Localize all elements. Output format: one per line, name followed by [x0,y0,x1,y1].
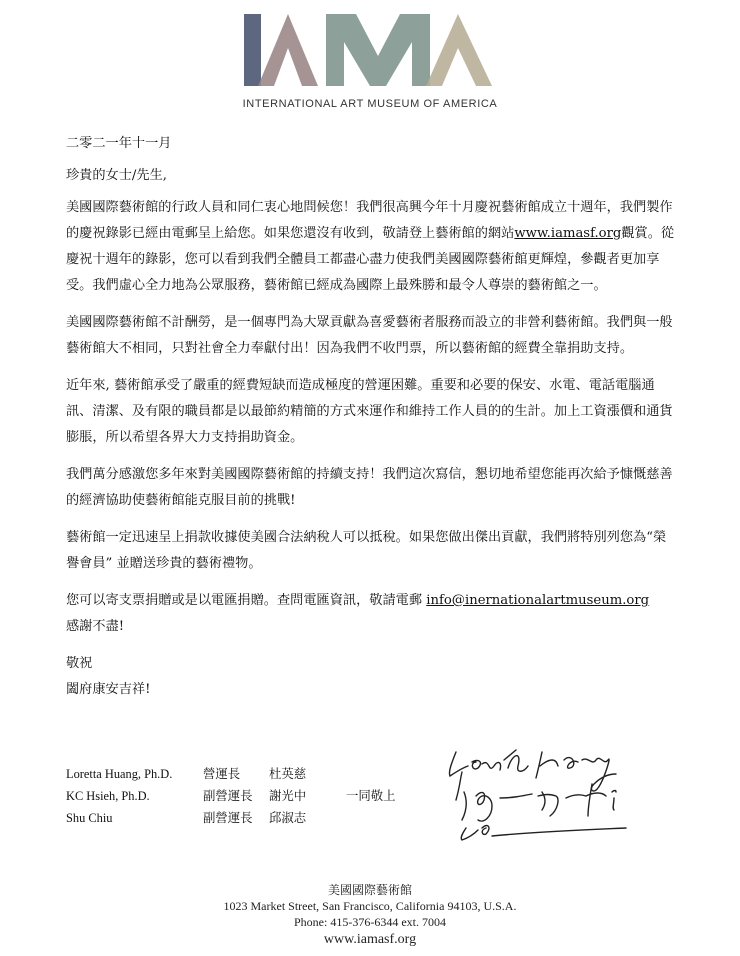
sign-off: 一同敬上 [346,788,396,803]
letter-footer [0,882,740,950]
closing-line-1: 敬祝 [66,656,93,671]
signer-cn-name: 邱淑志 [269,810,307,825]
signer-row [66,763,426,785]
signer-title: 副營運長 [203,788,253,803]
paragraph-1-text-b: 觀賞。從慶祝十週年的錄影，您可以看到我們全體員工都盡心盡力使我們美國國際藝術館更輝煌，參觀者更加享受。我們虛心全力地為公眾服務，藝術館已經成為國際上最殊勝和最令人尊崇的藝術館之一。 [66,226,675,293]
signer-title: 營運長 [203,766,241,781]
footer-address: 1023 Market Street, San Francisco, California 94103, U.S.A. [223,899,517,913]
signature-shu [461,826,626,840]
logo-letter-a2 [426,14,492,86]
footer-phone: Phone: 415-376-6344 ext. 7004 [294,915,446,929]
signature-loretta [449,750,616,791]
letter-body [66,131,678,703]
logo-tagline: INTERNATIONAL ART MUSEUM OF AMERICA [242,98,498,110]
signer-title: 副營運長 [203,810,253,825]
signer-name: KC Hsieh, Ph.D. [66,789,150,803]
paragraph-6-text-a: 您可以寄支票捐贈或是以電匯捐贈。查問電匯資訊，敬請電郵 [66,593,423,608]
paragraph-6-text-b: 感謝不盡! [66,619,125,634]
paragraph-3: 近年來, 藝術館承受了嚴重的經費短缺而造成極度的營運困難。重要和必要的保安、水電、電話電腦通訊、清潔、及有限的職員都是以最節約精簡的方式來運作和維持工作人員的的生計。加上工資漲價和通貨膨脹，所以希望各界大力支持捐助資金。 [66,378,673,445]
email-link[interactable]: info@inernationalartmuseum.org [426,593,650,608]
paragraph-1 [66,195,678,299]
footer-org-name: 美國國際藝術館 [327,883,412,897]
signer-name: Shu Chiu [66,811,113,825]
signer-cn-name: 謝光中 [269,788,307,803]
handwritten-signatures [442,738,662,850]
paragraph-5: 藝術館一定迅速呈上捐款收據使美國合法納稅人可以抵稅。如果您做出傑出貢獻，我們將特別列您為“榮譽會員” 並贈送珍貴的藝術禮物。 [66,530,667,571]
closing [66,651,678,703]
paragraph-2: 美國國際藝術館不計酬勞，是一個專門為大眾貢獻為喜愛藝術者服務而設立的非營利藝術館。我們與一般藝術館大不相同，只對社會全力奉獻付出！因為我們不收門票，所以藝術館的經費全靠捐助支持。 [66,315,673,356]
salutation: 珍貴的女士/先生, [66,168,167,183]
closing-line-2: 闔府康安吉祥! [66,682,151,697]
paragraph-6 [66,588,678,640]
logo-letter-a1 [258,14,318,86]
website-link[interactable]: www.iamasf.org [514,226,622,241]
iama-logo [0,6,740,118]
signer-name: Loretta Huang, Ph.D. [66,767,173,781]
letter-date: 二零二一年十一月 [66,136,172,151]
paragraph-1-text-a: 美國國際藝術館的行政人員和同仁衷心地問候您！我們很高興今年十月慶祝藝術館成立十週年，我們製作的慶祝錄影已經由電郵呈上給您。如果您還沒有收到，敬請登上藝術館的網站 [66,200,673,241]
footer-website[interactable]: www.iamasf.org [323,932,417,947]
signer-list [66,763,426,829]
signature-kc [456,772,616,821]
paragraph-4: 我們萬分感激您多年來對美國國際藝術館的持續支持！我們這次寫信，懇切地希望您能再次給予慷慨慈善的經濟協助使藝術館能克服目前的挑戰! [66,467,673,508]
signer-cn-name: 杜英慈 [269,766,307,781]
signer-row [66,807,426,829]
logo-letter-i [244,14,261,86]
logo-letter-m [326,14,430,86]
